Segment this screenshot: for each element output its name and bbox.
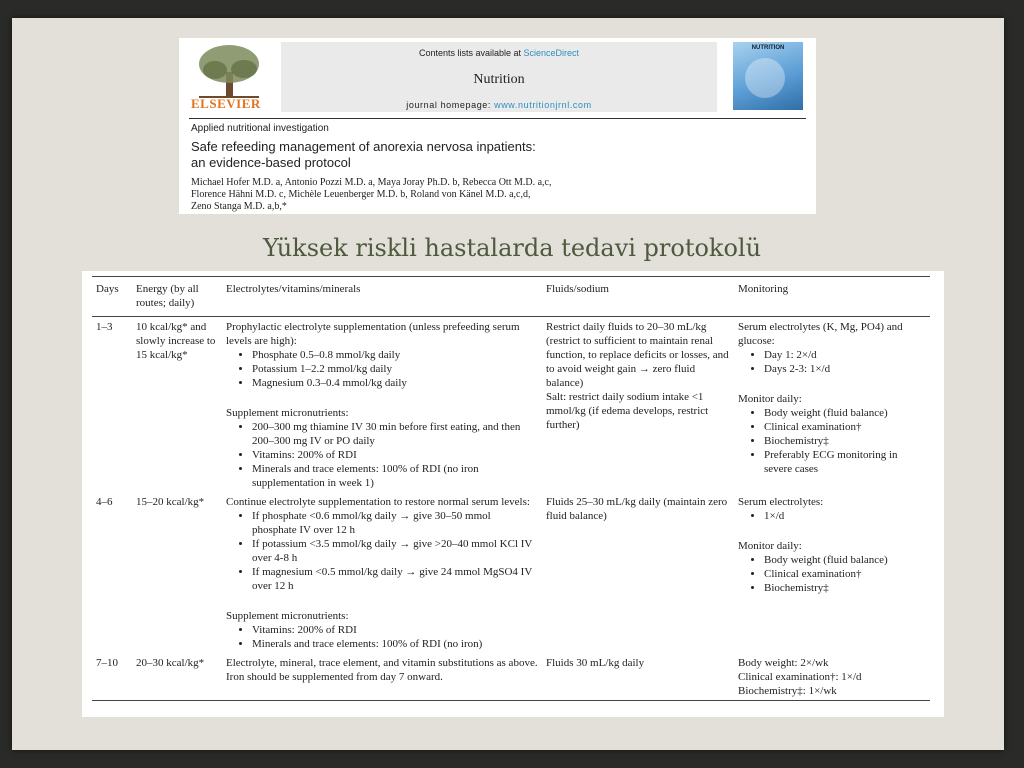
cell-fluids bbox=[542, 317, 734, 493]
publisher-logo-text: ELSEVIER bbox=[191, 96, 261, 111]
contents-prefix: Contents lists available at bbox=[418, 48, 524, 58]
cell-monitoring bbox=[734, 317, 930, 493]
list-item: • Day 1: 2×/d bbox=[764, 348, 926, 362]
cell-energy: 15–20 kcal/kg* bbox=[136, 496, 205, 508]
article-title-line: Safe refeeding management of anorexia nervosa inpatients: bbox=[191, 139, 536, 154]
homepage-line bbox=[281, 100, 717, 110]
list-item: • Body weight (fluid balance) bbox=[764, 406, 926, 420]
cell-days: 7–10 bbox=[96, 657, 118, 669]
electrolyte-intro: Continue electrolyte supplementation to restore normal serum levels: bbox=[226, 496, 530, 508]
table-header-row bbox=[92, 277, 930, 317]
list-item: • Clinical examination† bbox=[764, 420, 926, 434]
article-header-image bbox=[179, 38, 816, 214]
cell-monitoring bbox=[734, 492, 930, 653]
cover-title: NUTRITION bbox=[751, 45, 785, 51]
monitor-daily-label: Monitor daily: bbox=[738, 393, 802, 405]
list-item: • Vitamins: 200% of RDI bbox=[252, 623, 538, 637]
list-item: • Potassium 1–2.2 mmol/kg daily bbox=[252, 362, 538, 376]
iron-note: Iron should be supplemented from day 7 onward. bbox=[226, 671, 443, 683]
electrolyte-intro: Prophylactic electrolyte supplementation (unless prefeeding serum levels are high): bbox=[226, 321, 520, 347]
monitoring-list bbox=[738, 509, 926, 523]
cell-energy: 10 kcal/kg* and slowly increase to 15 kcal/kg* bbox=[136, 321, 216, 361]
author-line: Michael Hofer M.D. a, Antonio Pozzi M.D. a, Maya Joray Ph.D. b, Rebecca Ott M.D. a,c, bbox=[191, 177, 552, 188]
list-item: • 200–300 mg thiamine IV 30 min before first eating, and then 200–300 mg IV or PO daily bbox=[252, 420, 538, 448]
cell-energy: 20–30 kcal/kg* bbox=[136, 657, 205, 669]
spacer bbox=[226, 593, 538, 609]
list-item: • If potassium <3.5 mmol/kg daily → give >20–40 mmol KCl IV over 4-8 h bbox=[252, 537, 538, 565]
slide-heading: Yüksek riskli hastalarda tedavi protokolü bbox=[262, 234, 762, 262]
electrolyte-list bbox=[226, 509, 538, 593]
header-fluids: Fluids/sodium bbox=[546, 283, 609, 295]
contents-line bbox=[281, 48, 717, 58]
cell-electrolytes bbox=[222, 492, 542, 653]
protocol-table-image bbox=[82, 271, 944, 717]
header-monitoring: Monitoring bbox=[738, 283, 789, 295]
list-item: • 1×/d bbox=[764, 509, 926, 523]
homepage-link[interactable]: www.nutritionjrnl.com bbox=[494, 100, 592, 110]
list-item: • Body weight (fluid balance) bbox=[764, 553, 926, 567]
list-item: • Biochemistry‡ bbox=[764, 581, 926, 595]
monitor-daily-label: Monitor daily: bbox=[738, 540, 802, 552]
journal-cover-image bbox=[733, 42, 803, 110]
author-line: Florence Hähni M.D. c, Michèle Leuenberger M.D. b, Roland von Känel M.D. a,c,d, bbox=[191, 189, 531, 200]
cell-fluids: Fluids 25–30 mL/kg daily (maintain zero fluid balance) bbox=[546, 496, 728, 522]
article-section-label: Applied nutritional investigation bbox=[191, 123, 329, 134]
monitoring-line: Clinical examination†: 1×/d bbox=[738, 671, 862, 683]
micronutrient-list bbox=[226, 420, 538, 490]
homepage-prefix: journal homepage: bbox=[406, 100, 495, 110]
table-row bbox=[92, 492, 930, 653]
spacer bbox=[738, 376, 926, 392]
list-item: • Vitamins: 200% of RDI bbox=[252, 448, 538, 462]
salt-text: Salt: restrict daily sodium intake <1 mmol/kg (if edema develops, restrict further) bbox=[546, 391, 709, 431]
list-item: • If magnesium <0.5 mmol/kg daily → give 24 mmol MgSO4 IV over 12 h bbox=[252, 565, 538, 593]
cell-electrolytes bbox=[222, 317, 542, 493]
cell-days: 4–6 bbox=[96, 496, 113, 508]
journal-name: Nutrition bbox=[473, 72, 525, 87]
sciencedirect-link[interactable]: ScienceDirect bbox=[523, 48, 580, 58]
author-list bbox=[191, 177, 551, 213]
spacer bbox=[738, 523, 926, 539]
fluids-text: Restrict daily fluids to 20–30 mL/kg (restrict to sufficient to maintain renal function, to replace deficits or losses, and to avoid weight gain → zero fluid balance) bbox=[546, 321, 729, 389]
list-item: • Magnesium 0.3–0.4 mmol/kg daily bbox=[252, 376, 538, 390]
list-item: • Minerals and trace elements: 100% of RDI (no iron supplementation in week 1) bbox=[252, 462, 538, 490]
list-item: • Phosphate 0.5–0.8 mmol/kg daily bbox=[252, 348, 538, 362]
list-item: • Days 2-3: 1×/d bbox=[764, 362, 926, 376]
list-item: • Preferably ECG monitoring in severe cases bbox=[764, 448, 926, 476]
header-days: Days bbox=[96, 283, 119, 295]
monitoring-intro: Serum electrolytes: bbox=[738, 496, 824, 508]
header-electrolytes: Electrolytes/vitamins/minerals bbox=[226, 283, 361, 295]
list-item: • If phosphate <0.6 mmol/kg daily → give 30–50 mmol phosphate IV over 12 h bbox=[252, 509, 538, 537]
monitoring-list bbox=[738, 348, 926, 376]
cell-electrolytes bbox=[222, 653, 542, 701]
cell-days: 1–3 bbox=[96, 321, 113, 333]
list-item: • Minerals and trace elements: 100% of RDI (no iron) bbox=[252, 637, 538, 651]
micronutrient-intro: Supplement micronutrients: bbox=[226, 407, 349, 419]
cell-fluids: Fluids 30 mL/kg daily bbox=[546, 657, 645, 669]
spacer bbox=[226, 390, 538, 406]
header-energy: Energy (by all routes; daily) bbox=[136, 283, 199, 309]
micronutrient-list bbox=[226, 623, 538, 651]
monitoring-intro: Serum electrolytes (K, Mg, PO4) and glucose: bbox=[738, 321, 903, 347]
journal-banner bbox=[281, 42, 717, 112]
monitoring-line: Biochemistry‡: 1×/wk bbox=[738, 685, 837, 697]
monitor-daily-list bbox=[738, 406, 926, 476]
header-divider bbox=[189, 118, 806, 119]
author-line: Zeno Stanga M.D. a,b,* bbox=[191, 201, 287, 212]
table-row bbox=[92, 317, 930, 493]
list-item: • Clinical examination† bbox=[764, 567, 926, 581]
electrolyte-list bbox=[226, 348, 538, 390]
electrolyte-text: Electrolyte, mineral, trace element, and vitamin substitutions as above. bbox=[226, 657, 538, 669]
article-title bbox=[191, 139, 536, 171]
cover-graphic bbox=[745, 58, 785, 98]
article-title-line: an evidence-based protocol bbox=[191, 155, 351, 170]
refeeding-protocol-table bbox=[92, 276, 930, 701]
monitoring-line: Body weight: 2×/wk bbox=[738, 657, 829, 669]
micronutrient-intro: Supplement micronutrients: bbox=[226, 610, 349, 622]
monitor-daily-list bbox=[738, 553, 926, 595]
table-row bbox=[92, 653, 930, 701]
list-item: • Biochemistry‡ bbox=[764, 434, 926, 448]
cell-monitoring bbox=[734, 653, 930, 701]
